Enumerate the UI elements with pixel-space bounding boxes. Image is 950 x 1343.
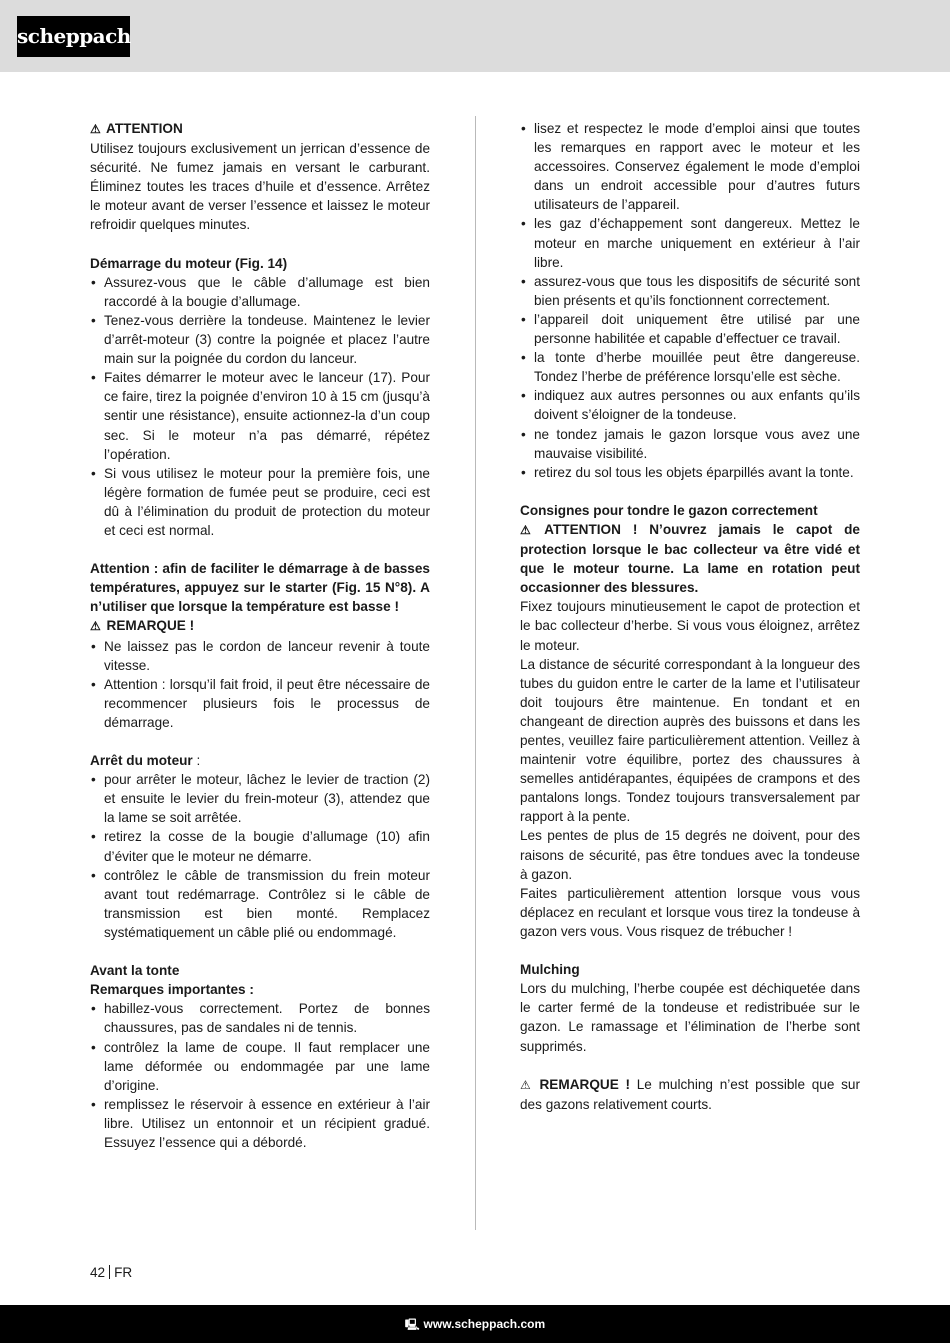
start-engine-list — [90, 273, 430, 540]
monitor-icon: 🖳 — [404, 1319, 420, 1331]
safety-list — [520, 119, 860, 482]
mulching-heading: Mulching — [520, 962, 580, 978]
left-column — [90, 119, 430, 1152]
page-footer — [0, 1305, 950, 1343]
scheppach-logo: scheppach — [17, 16, 130, 57]
before-mowing-list — [90, 999, 430, 1152]
mowing-paragraph: Faites particulièrement attention lorsque vous vous déplacez en reculant et lorsque vous tirez la tondeuse à gazon vers vous. Vous risquez de trébucher ! — [520, 885, 860, 939]
list-item: • Attention : lorsqu’il fait froid, il peut être nécessaire de recommencer plusieurs fois le processus de démarrage. — [90, 675, 430, 732]
mowing-heading: Consignes pour tondre le gazon correctement — [520, 502, 818, 518]
attention-heading: ⚠ ATTENTION — [90, 119, 430, 139]
mowing-paragraph: La distance de sécurité correspondant à la longueur des tubes du guidon entre le carter de la lame et l’utilisateur doit toujours être maintenue. En tondant et en changeant de direction auprès des buissons et dans les pentes, veuillez faire particulièrement attention. Veillez à maintenir votre équilibre, portez des chaussures à semelles antidérapantes, équipées de crampons et des pantalons longs. Tondez toujours transversalement par rapport à la pente. — [520, 656, 860, 825]
footer-url[interactable]: www.scheppach.com — [423, 1317, 546, 1331]
list-item: • indiquez aux autres personnes ou aux enfants qu’ils doivent s’éloigner de la tondeuse. — [520, 386, 860, 424]
attention-text: Utilisez toujours exclusivement un jerrican d’essence de sécurité. Ne fumez jamais en versant le carburant. Éliminez toutes les traces d’huile et d’essence. Arrêtez le moteur avant de verser l’essence et laissez le moteur refroidir quelques minutes. — [90, 141, 430, 233]
warning-triangle-icon: ⚠ — [90, 122, 101, 136]
mulching-text: Lors du mulching, l’herbe coupée est déchiquetée dans le carter fermé de la tondeuse et redistribuée sur le gazon. Le ramassage et l’élimination de l’herbe sont supprimés. — [520, 981, 860, 1054]
list-item: • Tenez-vous derrière la tondeuse. Maintenez le levier d’arrêt-moteur (3) contre la poignée et placez l’autre main sur la poignée du cordon du lanceur. — [90, 311, 430, 368]
important-notes-heading: Remarques importantes : — [90, 982, 254, 998]
cold-start-note: Attention : afin de faciliter le démarrage à de basses températures, appuyez sur le starter (Fig. 15 N°8). A n’utiliser que lorsque la température est basse ! — [90, 561, 430, 615]
list-item: • retirez du sol tous les objets éparpillés avant la tonte. — [520, 463, 860, 482]
page-header — [0, 0, 950, 72]
warning-triangle-icon: ⚠ — [90, 619, 101, 634]
stop-engine-list — [90, 770, 430, 942]
warning-triangle-icon: ⚠ — [520, 522, 531, 537]
list-item: • Assurez-vous que le câble d’allumage est bien raccordé à la bougie d’allumage. — [90, 273, 430, 311]
list-item: • retirez la cosse de la bougie d’allumage (10) afin d’éviter que le moteur ne démarre. — [90, 827, 430, 865]
list-item: • lisez et respectez le mode d’emploi ainsi que toutes les remarques en rapport avec le moteur et les accessoires. Conservez également le mode d’emploi dans un endroit accessible pour d’autres futurs utilisateurs de l’appareil. — [520, 119, 860, 214]
mowing-paragraph: Fixez toujours minutieusement le capot de protection et le bac collecteur d’herbe. Si vous vous éloignez, arrêtez le moteur. — [520, 599, 860, 653]
column-divider — [475, 116, 476, 1230]
warning-triangle-icon: ⚠ — [520, 1077, 531, 1092]
list-item: • contrôlez le câble de transmission du frein moteur avant tout redémarrage. Contrôlez si le câble de transmission est bien monté. Remplacez systématiquement un câble plié ou endommagé. — [90, 866, 430, 942]
cold-start-list — [90, 637, 430, 732]
list-item: • contrôlez la lame de coupe. Il faut remplacer une lame déformée ou endommagée par une lame d’origine. — [90, 1038, 430, 1095]
mulching-remark: ⚠ REMARQUE ! Le mulching n’est possible que sur des gazons relativement courts. — [520, 1076, 860, 1112]
right-column — [520, 119, 860, 1114]
list-item: • pour arrêter le moteur, lâchez le levier de traction (2) et ensuite le levier du frein-moteur (3), attendez que la lame se soit arrêtée. — [90, 770, 430, 827]
list-item: • les gaz d’échappement sont dangereux. Mettez le moteur en marche uniquement en extérieur à l’air libre. — [520, 214, 860, 271]
start-engine-heading: Démarrage du moteur (Fig. 14) — [90, 255, 288, 271]
list-item: • assurez-vous que tous les dispositifs de sécurité sont bien présents et qu’ils fonctionnent correctement. — [520, 272, 860, 310]
remark-heading: ⚠ REMARQUE ! — [90, 616, 430, 636]
list-item: • Ne laissez pas le cordon de lanceur revenir à toute vitesse. — [90, 637, 430, 675]
page-number: 42 FR — [90, 1265, 133, 1280]
mowing-warning: ⚠ ATTENTION ! N’ouvrez jamais le capot de protection lorsque le bac collecteur va être vidé et que le moteur tourne. La lame en rotation peut occasionner des blessures. — [520, 521, 860, 596]
mowing-paragraph: Les pentes de plus de 15 degrés ne doivent, pour des raisons de sécurité, pas être tondues avec la tondeuse à gazon. — [520, 828, 860, 882]
list-item: • Si vous utilisez le moteur pour la première fois, une légère formation de fumée peut se produire, ceci est dû à l’élimination du produit de protection du moteur et ceci est normal. — [90, 464, 430, 540]
list-item: • la tonte d’herbe mouillée peut être dangereuse. Tondez l’herbe de préférence lorsqu’elle est sèche. — [520, 348, 860, 386]
list-item: • remplissez le réservoir à essence en extérieur à l’air libre. Utilisez un entonnoir et un récipient gradué. Essuyez l’essence qui a débordé. — [90, 1095, 430, 1152]
stop-engine-heading: Arrêt du moteur : — [90, 753, 201, 769]
list-item: • Faites démarrer le moteur avec le lanceur (17). Pour ce faire, tirez la poignée d’environ 10 à 15 cm (jusqu’à sentir une résistance), ensuite actionnez-la d’un coup sec. Si le moteur n’a pas démarré, répétez l’opération. — [90, 368, 430, 463]
list-item: • ne tondez jamais le gazon lorsque vous avez une mauvaise visibilité. — [520, 425, 860, 463]
before-mowing-heading: Avant la tonte — [90, 963, 180, 979]
list-item: • l’appareil doit uniquement être utilisé par une personne habilitée et capable d’effectuer ce travail. — [520, 310, 860, 348]
list-item: • habillez-vous correctement. Portez de bonnes chaussures, pas de sandales ni de tennis. — [90, 999, 430, 1037]
